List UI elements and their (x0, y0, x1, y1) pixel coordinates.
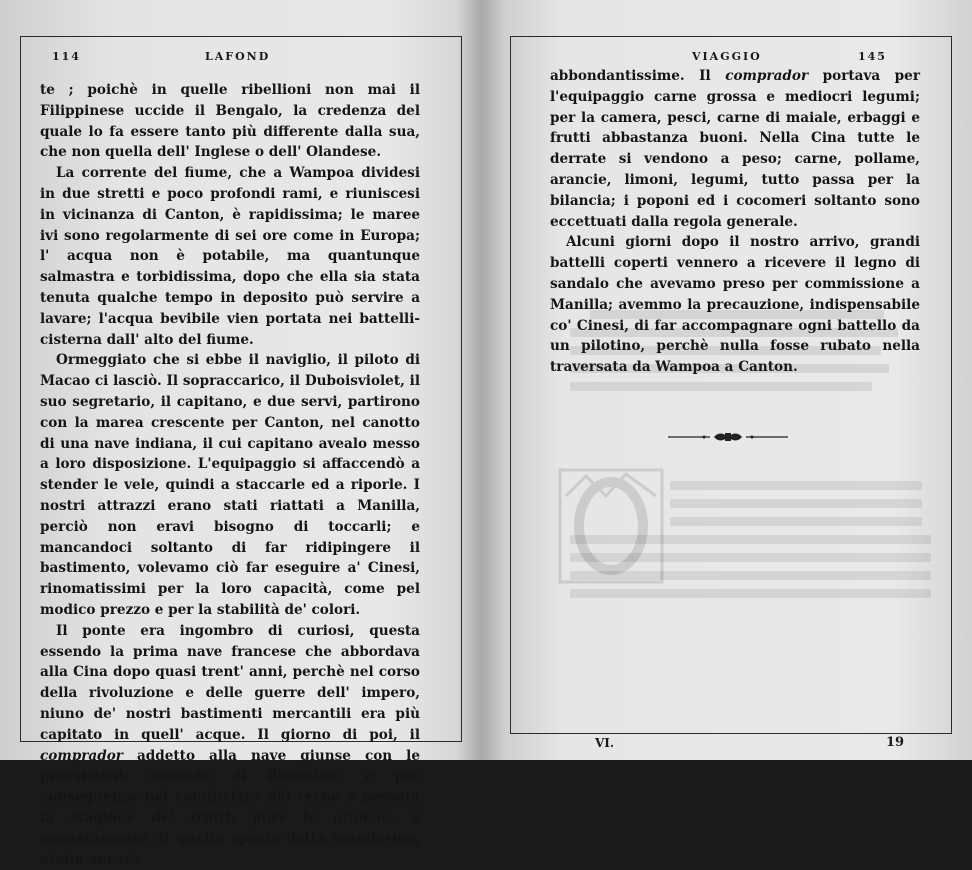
paragraph (550, 66, 920, 232)
right-page-number: 145 (858, 50, 887, 63)
left-page-number: 114 (52, 50, 81, 63)
right-page-body (550, 66, 920, 378)
illuminated-initial-icon (556, 466, 666, 586)
italic-term: mandarine (333, 830, 416, 847)
ornamental-divider-icon (668, 430, 788, 444)
right-running-head: VIAGGIO (692, 50, 762, 63)
italic-term: comprador (40, 747, 123, 764)
paragraph: Alcuni giorni dopo il nostro arrivo, grandi battelli coperti vennero a ricevere il legno di sandalo che avevamo preso per commissione a Manilla; avemmo la precauzione, indispensabile co' Cinesi, di far accompagnare ogni battello da un pilotino, perchè nulla fosse rubato nella traversata da Wampoa a Canton. (550, 234, 920, 376)
paragraph-text: portava per l'equipaggio carne grossa e mediocri legumi; per la camera, pesci, carne di maiale, erbaggi e frutti abbastanza buoni. Nella Cina tutte le derrate si vendono a peso; carne, pollame, arancie, limoni, legumi, tutto passa per la bilancia; i poponi ed i cocomeri soltanto sono eccettuati dalla regola generale. (550, 68, 920, 230)
left-page (0, 36, 470, 868)
paragraph: La corrente del fiume, che a Wampoa dividesi in due stretti e poco profondi rami, e riuniscesi in vicinanza di Canton, è rapidissima; le maree ivi sono regolarmente di sei ore come in Europa; l' acqua non è potabile, ma quantunque salmastra e torbidissima, dopo che ella sia stata tenuta qualche tempo in deposito può servire a lavare; l'acqua bevibile vien portata nei battelli-cisterna dall' alto del fiume. (40, 165, 420, 348)
paragraph-text: Il ponte era ingombro di curiosi, questa essendo la prima nave francese che abbordava alla Cina dopo quasi trent' anni, perchè nel corso della rivoluzione e delle guerre dell' impero, niuno de' nostri bastimenti mercantili era più capitato in quell' acque. Il giorno di poi, il (40, 622, 420, 743)
paragraph: Ormeggiato che si ebbe il naviglio, il piloto di Macao ci lasciò. Il sopraccarico, il Duboisviolet, il suo segretario, il capitano, e due servi, partirono con la marea crescente per Canton, nel canotto di una nave indiana, il cui capitano avealo messo a loro disposizione. L'equipaggio si affaccendò a stender le vele, quindi a staccarle ed a riporle. I nostri attrazzi erano stati riattati a Manilla, perciò non eravi bisogno di toccarli; e mancandoci soltanto di far ridipingere il bastimento, volevamo ciò far eseguire a' Cinesi, rinomatissimi per la loro capacità, come pel modico prezzo e per la stabilità de' colori. (40, 352, 420, 618)
paragraph-text: addetto alla nave giunse con le provvisioni; essendo di dicembre, e per conseguenza nel cominciare del verno e passata la stagione de' frutti, pure le arancie, e segnatamente di quella specie detta (40, 747, 420, 847)
left-page-body (40, 80, 420, 870)
paragraph-text: abbondantissime. Il (550, 68, 726, 84)
italic-term: comprador (725, 68, 809, 84)
right-page (500, 36, 972, 750)
signature-mark: VI. (595, 736, 615, 750)
paragraph: te ; poichè in quelle ribellioni non mai il Filippinese uccide il Bengalo, la credenza del quale lo fa essere tanto più differente dalla sua, che non quella dell' Inglese o dell' Olandese. (40, 82, 420, 161)
left-page-header (0, 50, 470, 68)
paragraph-text: , erano ancora (40, 830, 420, 868)
paragraph (40, 621, 420, 870)
left-running-head: LAFOND (205, 50, 271, 63)
footer-number: 19 (886, 735, 905, 750)
